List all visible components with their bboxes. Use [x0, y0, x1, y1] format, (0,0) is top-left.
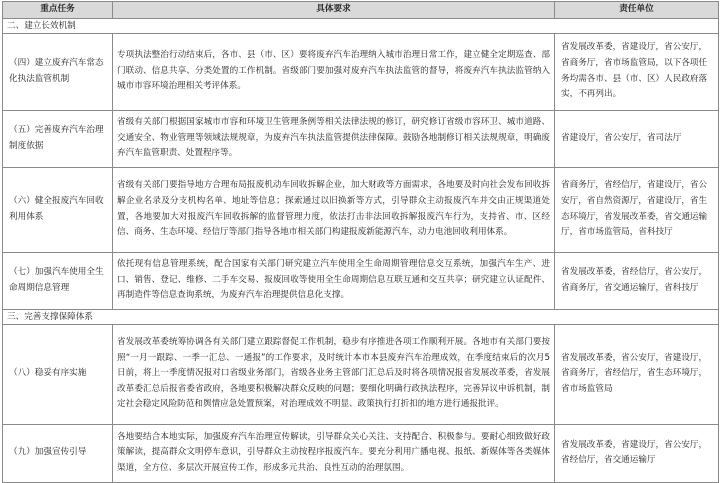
- section-row: [3, 18, 719, 33]
- requirement-cell: 各地要结合本地实际，加强废弃汽车治理宣传解读，引导群众关心关注、支持配合、积极参与。要耐心细致做好政策解读，提高群众文明停车意识，引导群众主动按程序报废汽车。要充分利用广播电视、报纸、新媒体等各类媒体渠道，全方位、多层次开展宣传工作，形成多元共治、良性互动的治理氛围。: [113, 424, 555, 482]
- table-row: [3, 324, 719, 424]
- table-row: [3, 33, 719, 110]
- section-title: 二、建立长效机制: [3, 18, 719, 33]
- section-title: 三、完善支撑保障体系: [3, 309, 719, 324]
- table-row: [3, 167, 719, 252]
- header-task: 重点任务: [3, 2, 113, 19]
- requirement-cell: 省级有关部门根据国家城市市容和环境卫生管理条例等相关法律法规的修订，研究修订省级市容环卫、城市道路、交通安全、物业管理等领域法规规章，为废弃汽车执法监管提供法律保障。鼓励各地制修订相关法规规章，明确废弃汽车监管职责、处置程序等。: [113, 110, 555, 167]
- unit-cell: 省发展改革委，省建设厅，省公安厅，省经信厅，省交通运输厅: [555, 424, 719, 482]
- requirement-cell: 省发展改革委统筹协调各有关部门建立跟踪督促工作机制，稳步有序推进各项工作顺利开展。各地市有关部门要按照“一月一跟踪、一季一汇总、一通报”的工作要求，及时统计本市本县废弃汽车治理成效，在季度结束后的次月5日前，将上一季度情况报对口省级业务部门，省级各业务主管部门汇总后及时将各项情况报省发展改革委，省发展改革委汇总后报省委省政府，各地要积极解决群众反映的问题；要细化明确行政执法程序，完善异议申诉机制，制定社会稳定风险防范和舆情应急处置预案，对治理成效不明显、政策执行打折扣的地方进行通报批评。: [113, 324, 555, 424]
- unit-cell: 省发展改革委，省公安厅，省建设厅，省商务厅，省经信厅，省生态环境厅，省市场监管局: [555, 324, 719, 424]
- task-cell: （六）健全报废汽车回收利用体系: [3, 167, 113, 252]
- task-cell: （八）稳妥有序实施: [3, 324, 113, 424]
- table-row: [3, 110, 719, 167]
- task-cell: （五）完善废弃汽车治理制度依据: [3, 110, 113, 167]
- table-row: [3, 252, 719, 309]
- section-row: [3, 309, 719, 324]
- task-cell: （四）建立废弃汽车常态化执法监管机制: [3, 33, 113, 110]
- unit-cell: 省发展改革委，省建设厅，省公安厅，省商务厅，省市场监管局，以下各项任务均需各市、县（市、区）人民政府落实，不再列出。: [555, 33, 719, 110]
- header-requirement: 具体要求: [113, 2, 555, 19]
- header-row: [3, 2, 719, 19]
- task-cell: （九）加强宣传引导: [3, 424, 113, 482]
- task-table: [2, 1, 719, 483]
- table-row: [3, 424, 719, 482]
- unit-cell: 省建设厅，省公安厅，省司法厅: [555, 110, 719, 167]
- header-unit: 责任单位: [555, 2, 719, 19]
- task-cell: （七）加强汽车使用全生命周期信息管理: [3, 252, 113, 309]
- requirement-cell: 专项执法整治行动结束后，各市、县（市、区）要将废弃汽车治理纳入城市治理日常工作，建立健全定期巡查、部门联动、信息共享、分类处置的工作机制。省级部门要加强对废弃汽车执法监管的督导，将废弃汽车执法监管纳入城市市容环境治理相关考评体系。: [113, 33, 555, 110]
- unit-cell: 省商务厅，省经信厅，省建设厅，省公安厅，省自然资源厅，省建设厅，省生态环境厅，省发展改革委，省交通运输厅，省市场监管局，省科技厅: [555, 167, 719, 252]
- unit-cell: 省发展改革委，省经信厅，省公安厅，省商务厅，省交通运输厅，省科技厅: [555, 252, 719, 309]
- requirement-cell: 省级有关部门要指导地方合理布局报废机动车回收拆解企业，加大财政等方面需求，各地要及时向社会发布回收拆解企业名录及分支机构名单、地址等信息；探索通过以旧换新等方式，引导群众主动报废汽车并交由正规渠道处置，各地要加大对报废汽车回收拆解的监督管理力度，依法打击非法回收拆解报废汽车行为，支持省、市、区经信、商务、生态环境、经信厅等部门指导各地市相关部门构建报废新能源汽车，动力电池回收利用体系。: [113, 167, 555, 252]
- requirement-cell: 依托现有信息管理系统，配合国家有关部门研究建立汽车使用全生命周期管理信息交互系统，加强汽车生产、进口、销售、登记、维修、二手车交易、报废回收等使用全生命周期信息互联互通和交互共享；研究建立认证配件、再制造件等信息查询系统，为废弃汽车治理提供信息化支撑。: [113, 252, 555, 309]
